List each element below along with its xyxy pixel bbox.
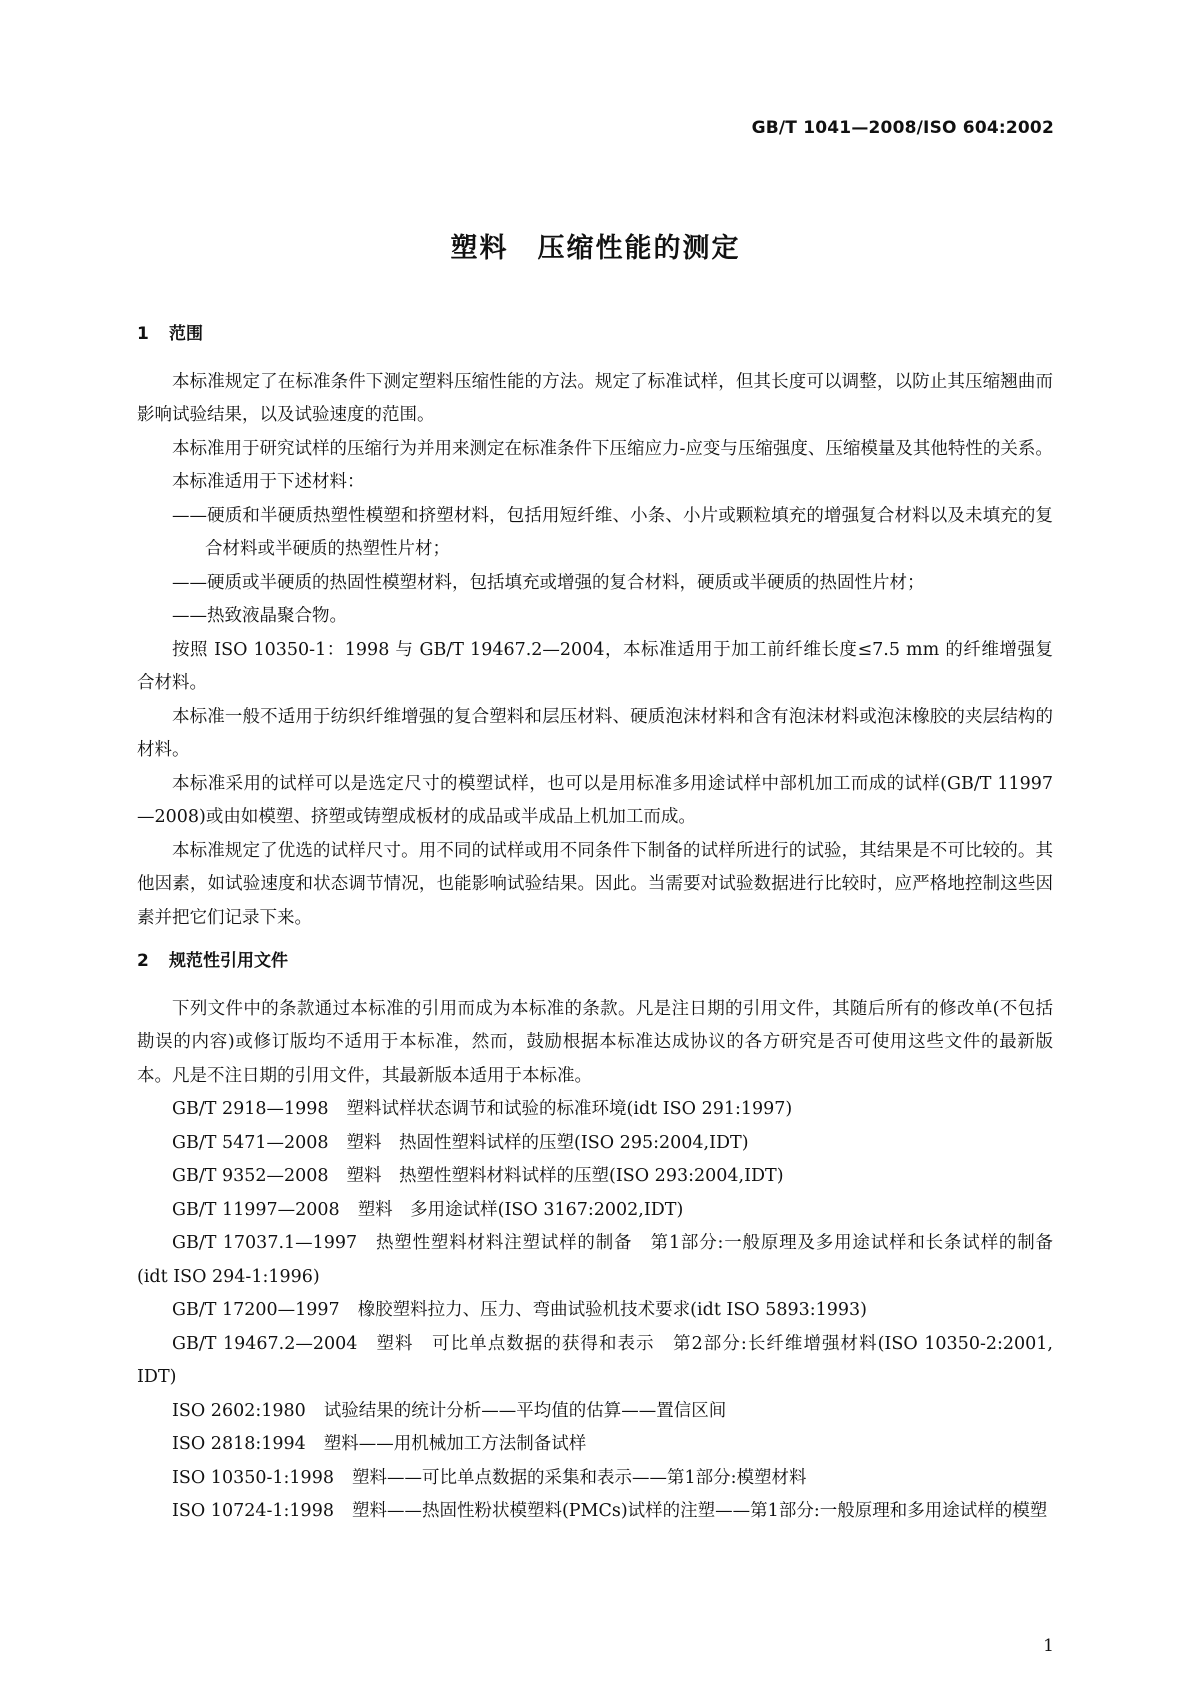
section-1-title: 范围 [169, 324, 203, 344]
scope-paragraph: 按照 ISO 10350-1：1998 与 GB/T 19467.2—2004，本标准适用于加工前纤维长度≤7.5 mm 的纤维增强复合材料。 [137, 639, 1053, 693]
reference-title: 塑料 热固性塑料试样的压塑(ISO 295:2004,IDT) [346, 1132, 749, 1153]
section-1-number: 1 [137, 324, 149, 344]
reference-code: ISO 2602:1980 [172, 1400, 306, 1421]
reference-code: ISO 2818:1994 [172, 1434, 306, 1454]
reference-code: GB/T 11997—2008 [172, 1199, 340, 1220]
reference-title: 橡胶塑料拉力、压力、弯曲试验机技术要求(idt ISO 5893:1993) [357, 1300, 868, 1320]
scope-paragraph: 本标准用于研究试样的压缩行为并用来测定在标准条件下压缩应力-应变与压缩强度、压缩模量及其他特性的关系。 [172, 438, 1053, 459]
reference-item [137, 1395, 1053, 1429]
reference-title: 塑料——可比单点数据的采集和表示——第1部分:模塑材料 [351, 1467, 807, 1488]
reference-code: GB/T 17037.1—1997 [172, 1233, 358, 1253]
reference-item [137, 1428, 1053, 1462]
reference-title: 塑料——热固性粉状模塑料(PMCs)试样的注塑——第1部分:一般原理和多用途试样的模塑 [351, 1501, 1048, 1521]
reference-code: ISO 10724-1:1998 [172, 1501, 334, 1521]
scope-paragraph: 本标准采用的试样可以是选定尺寸的模塑试样，也可以是用标准多用途试样中部机加工而成的试样(GB/T 11997—2008)或由如模塑、挤塑或铸塑成板材的成品或半成品上机加工而成。 [137, 773, 1053, 827]
reference-item [137, 1227, 1053, 1294]
reference-code: GB/T 2918—1998 [172, 1099, 329, 1119]
reference-item [137, 1194, 1053, 1228]
reference-title: 塑料——用机械加工方法制备试样 [323, 1434, 587, 1454]
reference-code: GB/T 17200—1997 [172, 1300, 340, 1320]
document-body [137, 318, 1053, 1529]
reference-item [137, 1160, 1053, 1194]
scope-paragraph: 本标准规定了优选的试样尺寸。用不同的试样或用不同条件下制备的试样所进行的试验，其结果是不可比较的。其他因素，如试验速度和状态调节情况，也能影响试验结果。因此。当需要对试验数据进行比较时，应严格地控制这些因素并把它们记录下来。 [137, 840, 1053, 928]
references-intro-paragraph: 下列文件中的条款通过本标准的引用而成为本标准的条款。凡是注日期的引用文件，其随后所有的修改单(不包括勘误的内容)或修订版均不适用于本标准，然而，鼓励根据本标准达成协议的各方研究是否可使用这些文件的最新版本。凡是不注日期的引用文件，其最新版本适用于本标准。 [137, 998, 1053, 1086]
reference-code: GB/T 5471—2008 [172, 1132, 329, 1153]
reference-title: 试验结果的统计分析——平均值的估算——置信区间 [323, 1400, 727, 1421]
reference-item [137, 1462, 1053, 1496]
scope-paragraph: 本标准适用于下述材料： [172, 472, 365, 492]
reference-title: 塑料 多用途试样(ISO 3167:2002,IDT) [357, 1199, 684, 1220]
reference-code: GB/T 19467.2—2004 [172, 1333, 358, 1354]
page-number: 1 [1043, 1636, 1054, 1656]
section-2-title: 规范性引用文件 [169, 951, 288, 971]
material-list-item: ——热致液晶聚合物。 [172, 606, 347, 626]
section-2-number: 2 [137, 951, 149, 971]
reference-title: 热塑性塑料材料注塑试样的制备 第1部分:一般原理及多用途试样和长条试样的制备 (idt ISO 294-1:1996) [137, 1233, 1053, 1287]
section-2-heading [137, 945, 1053, 979]
reference-item [137, 1294, 1053, 1328]
reference-title: 塑料 可比单点数据的获得和表示 第2部分:长纤维增强材料(ISO 10350-2:2001, IDT) [137, 1333, 1053, 1387]
reference-code: ISO 10350-1:1998 [172, 1467, 334, 1488]
material-list-item: ——硬质和半硬质热塑性模塑和挤塑材料，包括用短纤维、小条、小片或颗粒填充的增强复合材料以及未填充的复合材料或半硬质的热塑性片材； [172, 505, 1053, 559]
reference-item [137, 1495, 1053, 1529]
section-1-heading [137, 318, 1053, 352]
page-header-standard-code: GB/T 1041—2008/ISO 604:2002 [751, 118, 1054, 138]
reference-title: 塑料 热塑性塑料材料试样的压塑(ISO 293:2004,IDT) [346, 1166, 784, 1186]
reference-code: GB/T 9352—2008 [172, 1166, 329, 1186]
reference-item [137, 1093, 1053, 1127]
reference-item [137, 1127, 1053, 1161]
reference-title: 塑料试样状态调节和试验的标准环境(idt ISO 291:1997) [346, 1099, 793, 1119]
reference-item [137, 1328, 1053, 1395]
scope-paragraph: 本标准规定了在标准条件下测定塑料压缩性能的方法。规定了标准试样，但其长度可以调整，以防止其压缩翘曲而影响试验结果，以及试验速度的范围。 [137, 371, 1053, 425]
page-title: 塑料 压缩性能的测定 [450, 233, 741, 264]
material-list-item: ——硬质或半硬质的热固性模塑材料，包括填充或增强的复合材料，硬质或半硬质的热固性片材； [172, 572, 925, 593]
scope-paragraph: 本标准一般不适用于纺织纤维增强的复合塑料和层压材料、硬质泡沫材料和含有泡沫材料或泡沫橡胶的夹层结构的材料。 [137, 706, 1053, 760]
